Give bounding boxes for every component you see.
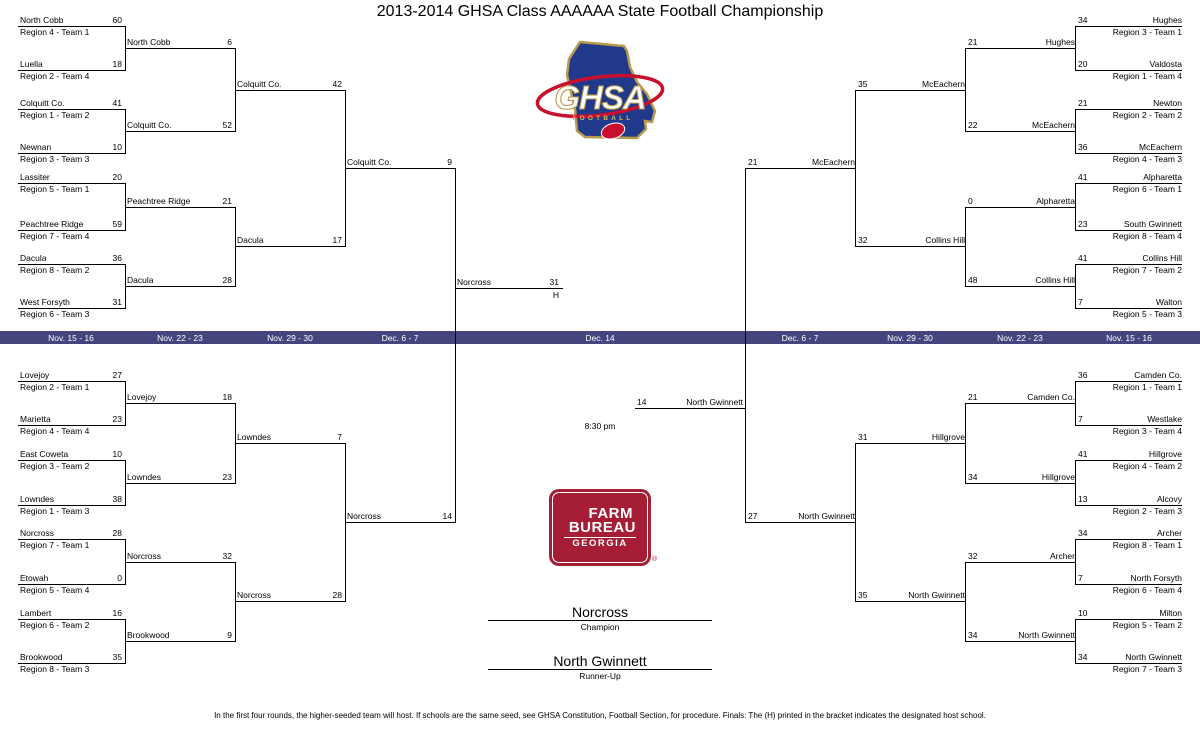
team-score: 52 <box>222 120 232 130</box>
team-line <box>965 483 1075 484</box>
team-score: 28 <box>222 275 232 285</box>
team-line <box>965 562 1075 563</box>
team-line <box>235 246 345 247</box>
team-name: Alpharetta <box>1143 172 1182 182</box>
final-host-indicator: H <box>552 290 559 300</box>
team-name: Newnan <box>20 142 52 152</box>
final-right-line <box>635 408 745 409</box>
team-name: South Gwinnett <box>1123 219 1182 229</box>
team-region: Region 7 - Team 3 <box>1112 664 1182 674</box>
team-region: Region 1 - Team 2 <box>20 110 90 120</box>
team-score: 21 <box>222 195 232 206</box>
team-region: Region 3 - Team 1 <box>1112 27 1182 37</box>
ghsa-logo <box>533 39 667 146</box>
bracket-connector <box>745 168 746 523</box>
date-label: Nov. 29 - 30 <box>267 332 313 343</box>
bracket-connector <box>455 168 456 523</box>
team-name: Archer <box>1049 550 1075 561</box>
team-name: Colquitt Co. <box>347 156 392 167</box>
bracket-connector <box>965 48 966 132</box>
team-line <box>235 601 345 602</box>
team-score: 27 <box>112 370 122 380</box>
date-label: Nov. 15 - 16 <box>1106 332 1152 343</box>
team-line <box>235 443 345 444</box>
team-score: 21 <box>748 156 758 167</box>
bracket-connector <box>965 562 966 643</box>
team-name: Westlake <box>1147 414 1182 424</box>
team-region: Region 2 - Team 1 <box>20 382 90 392</box>
team-region: Region 2 - Team 2 <box>1112 110 1182 120</box>
team-score: 21 <box>968 392 978 402</box>
team-score: 35 <box>112 652 122 662</box>
team-line <box>855 246 965 247</box>
team-name: Lowndes <box>127 471 162 482</box>
team-score: 20 <box>1078 59 1088 69</box>
team-score: 13 <box>1078 494 1088 504</box>
team-score: 6 <box>227 37 232 47</box>
team-name: Lowndes <box>237 431 272 442</box>
farm-bureau-inner-border <box>552 492 648 563</box>
team-name: Lassiter <box>20 172 50 182</box>
team-line <box>965 48 1075 49</box>
team-line <box>125 131 235 132</box>
team-name: Lowndes <box>20 494 55 504</box>
team-line <box>965 641 1075 642</box>
team-line <box>125 483 235 484</box>
team-score: 59 <box>112 219 122 229</box>
team-score: 21 <box>1078 98 1088 108</box>
ghsa-football-text: FOOTBALL <box>572 115 634 122</box>
team-name: North Gwinnett <box>1125 652 1182 662</box>
team-line <box>235 90 345 91</box>
farm-bureau-logo <box>549 489 651 566</box>
final-right-name: North Gwinnett <box>686 397 743 407</box>
team-name: Collins Hill <box>925 235 965 246</box>
team-line <box>125 641 235 642</box>
team-name: Norcross <box>237 590 272 601</box>
team-region: Region 2 - Team 4 <box>20 71 90 81</box>
team-line <box>745 168 855 169</box>
date-label: Dec. 14 <box>585 332 615 343</box>
team-name: Lovejoy <box>20 370 50 380</box>
team-score: 35 <box>858 590 868 601</box>
team-name: Lambert <box>20 608 52 618</box>
team-region: Region 8 - Team 2 <box>20 265 90 275</box>
final-left-line <box>455 288 563 289</box>
team-name: McEachern <box>1032 120 1075 130</box>
team-score: 36 <box>1078 370 1088 380</box>
team-score: 32 <box>968 550 978 561</box>
team-name: Marietta <box>20 414 51 424</box>
runner-up-line <box>488 669 712 670</box>
farm-bureau-text <box>564 504 636 549</box>
team-score: 18 <box>222 392 232 402</box>
team-name: Camden Co. <box>1027 392 1075 402</box>
team-region: Region 1 - Team 1 <box>1112 382 1182 392</box>
team-name: Norcross <box>127 550 162 561</box>
final-right-score: 14 <box>637 397 647 407</box>
team-score: 28 <box>112 528 122 538</box>
team-region: Region 4 - Team 2 <box>1112 461 1182 471</box>
team-line <box>125 286 235 287</box>
team-name: Peachtree Ridge <box>20 219 84 229</box>
team-region: Region 3 - Team 3 <box>20 154 90 164</box>
team-name: Colquitt Co. <box>127 120 172 130</box>
footer-note: In the first four rounds, the higher-seeded team will host. If schools are the same seed, see GHSA Constitution, Football Section, for procedure. Finals: The (H) printed in the bracket indicates the designated host school. <box>214 711 986 720</box>
date-label: Nov. 15 - 16 <box>48 332 94 343</box>
team-name: North Cobb <box>20 15 64 25</box>
team-name: Newton <box>1153 98 1182 108</box>
team-name: Collins Hill <box>1035 275 1075 285</box>
runner-up-label: Runner-Up <box>579 671 621 681</box>
team-region: Region 7 - Team 1 <box>20 540 90 550</box>
team-region: Region 7 - Team 4 <box>20 231 90 241</box>
team-name: Brookwood <box>20 652 63 662</box>
team-score: 7 <box>1078 573 1083 583</box>
team-region: Region 6 - Team 1 <box>1112 184 1182 194</box>
final-left-score: 31 <box>549 277 559 287</box>
team-score: 7 <box>1078 414 1083 424</box>
team-region: Region 3 - Team 2 <box>20 461 90 471</box>
team-region: Region 4 - Team 3 <box>1112 154 1182 164</box>
team-name: Brookwood <box>127 630 170 640</box>
team-score: 38 <box>112 494 122 504</box>
team-name: North Cobb <box>127 37 171 47</box>
team-name: Milton <box>1159 608 1182 618</box>
team-score: 34 <box>1078 652 1088 662</box>
team-score: 7 <box>1078 297 1083 307</box>
registered-mark: ® <box>652 556 658 563</box>
team-line <box>965 131 1075 132</box>
team-region: Region 2 - Team 3 <box>1112 506 1182 516</box>
team-score: 31 <box>112 297 122 307</box>
team-name: Hillgrove <box>1041 471 1075 482</box>
team-name: Lovejoy <box>127 392 157 402</box>
team-name: Dacula <box>20 253 47 263</box>
team-score: 10 <box>112 142 122 152</box>
team-name: Alpharetta <box>1036 195 1075 206</box>
team-score: 42 <box>332 78 342 89</box>
team-line <box>345 522 455 523</box>
date-label: Dec. 6 - 7 <box>381 332 419 343</box>
team-region: Region 8 - Team 3 <box>20 664 90 674</box>
team-name: McEachern <box>812 156 855 167</box>
team-region: Region 8 - Team 1 <box>1112 540 1182 550</box>
final-left-name: Norcross <box>457 277 492 287</box>
team-name: Camden Co. <box>1134 370 1182 380</box>
team-score: 10 <box>1078 608 1088 618</box>
team-region: Region 6 - Team 3 <box>20 309 90 319</box>
team-score: 34 <box>1078 15 1088 25</box>
team-score: 0 <box>117 573 122 583</box>
team-line <box>125 403 235 404</box>
team-line <box>745 522 855 523</box>
runner-up-name: North Gwinnett <box>553 653 647 669</box>
team-line <box>125 48 235 49</box>
team-score: 41 <box>1078 253 1088 263</box>
team-region: Region 1 - Team 4 <box>1112 71 1182 81</box>
team-line <box>855 443 965 444</box>
team-name: North Gwinnett <box>908 590 965 601</box>
team-name: Hillgrove <box>1148 449 1182 459</box>
team-name: Walton <box>1155 297 1182 307</box>
champion-label: Champion <box>580 622 620 632</box>
team-line <box>965 207 1075 208</box>
team-line <box>855 90 965 91</box>
team-score: 27 <box>748 511 758 521</box>
team-line <box>125 207 235 208</box>
bracket-connector <box>855 443 856 603</box>
farm-bureau-line2: BUREAU <box>564 521 636 538</box>
team-region: Region 4 - Team 4 <box>20 426 90 436</box>
team-name: Norcross <box>20 528 55 538</box>
team-name: East Coweta <box>20 449 69 459</box>
team-line <box>965 286 1075 287</box>
team-region: Region 6 - Team 2 <box>20 620 90 630</box>
team-name: Colquitt Co. <box>237 78 282 89</box>
team-score: 0 <box>968 195 973 206</box>
team-score: 60 <box>112 15 122 25</box>
team-name: Alcovy <box>1156 494 1182 504</box>
team-score: 14 <box>442 511 452 521</box>
team-score: 41 <box>112 98 122 108</box>
team-score: 17 <box>332 235 342 246</box>
team-name: McEachern <box>1139 142 1182 152</box>
team-score: 41 <box>1078 172 1088 182</box>
bracket-connector <box>855 90 856 248</box>
team-region: Region 7 - Team 2 <box>1112 265 1182 275</box>
team-line <box>125 562 235 563</box>
team-score: 16 <box>112 608 122 618</box>
team-region: Region 5 - Team 4 <box>20 585 90 595</box>
team-score: 9 <box>227 630 232 640</box>
team-line <box>345 168 455 169</box>
team-name: Hillgrove <box>931 431 965 442</box>
team-name: Etowah <box>20 573 49 583</box>
date-label: Nov. 29 - 30 <box>887 332 933 343</box>
team-region: Region 3 - Team 4 <box>1112 426 1182 436</box>
team-region: Region 6 - Team 4 <box>1112 585 1182 595</box>
team-name: Luella <box>20 59 43 69</box>
team-score: 18 <box>112 59 122 69</box>
final-game-time: 8:30 pm <box>584 421 616 431</box>
team-name: Dacula <box>127 275 154 285</box>
team-region: Region 5 - Team 1 <box>20 184 90 194</box>
team-score: 23 <box>1078 219 1088 229</box>
team-name: North Gwinnett <box>798 511 855 521</box>
farm-bureau-line1: FARM <box>588 504 633 522</box>
bracket-connector <box>965 207 966 288</box>
team-score: 23 <box>222 471 232 482</box>
team-region: Region 1 - Team 3 <box>20 506 90 516</box>
team-name: Norcross <box>347 511 382 521</box>
team-name: Hughes <box>1045 37 1075 47</box>
team-name: Collins Hill <box>1142 253 1182 263</box>
team-score: 21 <box>968 37 978 47</box>
team-score: 34 <box>968 471 978 482</box>
team-score: 22 <box>968 120 978 130</box>
date-label: Nov. 22 - 23 <box>997 332 1043 343</box>
farm-bureau-line3: GEORGIA <box>572 537 628 549</box>
team-score: 31 <box>858 431 868 442</box>
team-name: Hughes <box>1152 15 1182 25</box>
team-score: 48 <box>968 275 978 285</box>
team-name: North Gwinnett <box>1018 630 1075 640</box>
team-line <box>855 601 965 602</box>
team-region: Region 5 - Team 2 <box>1112 620 1182 630</box>
team-region: Region 5 - Team 3 <box>1112 309 1182 319</box>
champion-line <box>488 620 712 621</box>
date-label: Dec. 6 - 7 <box>781 332 819 343</box>
champion-name: Norcross <box>571 604 628 620</box>
team-score: 7 <box>337 431 342 442</box>
team-score: 10 <box>112 449 122 459</box>
team-name: West Forsyth <box>20 297 70 307</box>
team-score: 9 <box>447 156 452 167</box>
team-score: 36 <box>112 253 122 263</box>
team-name: Peachtree Ridge <box>127 195 191 206</box>
team-name: Archer <box>1156 528 1182 538</box>
team-score: 32 <box>222 550 232 561</box>
team-name: Colquitt Co. <box>20 98 65 108</box>
team-name: Dacula <box>237 235 264 246</box>
team-score: 41 <box>1078 449 1088 459</box>
team-score: 34 <box>968 630 978 640</box>
team-line <box>965 403 1075 404</box>
team-score: 23 <box>112 414 122 424</box>
team-score: 32 <box>858 235 868 246</box>
team-score: 28 <box>332 590 342 601</box>
team-region: Region 8 - Team 4 <box>1112 231 1182 241</box>
bracket-connector <box>965 403 966 484</box>
ghsa-logo-text: GHSA <box>554 79 646 116</box>
date-label: Nov. 22 - 23 <box>157 332 203 343</box>
team-region: Region 4 - Team 1 <box>20 27 90 37</box>
page-title: 2013-2014 GHSA Class AAAAAA State Football Championship <box>376 3 824 20</box>
team-score: 20 <box>112 172 122 182</box>
team-name: North Forsyth <box>1130 573 1182 583</box>
team-score: 36 <box>1078 142 1088 152</box>
team-score: 34 <box>1078 528 1088 538</box>
team-name: McEachern <box>922 78 965 89</box>
team-score: 35 <box>858 78 868 89</box>
team-name: Valdosta <box>1149 59 1182 69</box>
